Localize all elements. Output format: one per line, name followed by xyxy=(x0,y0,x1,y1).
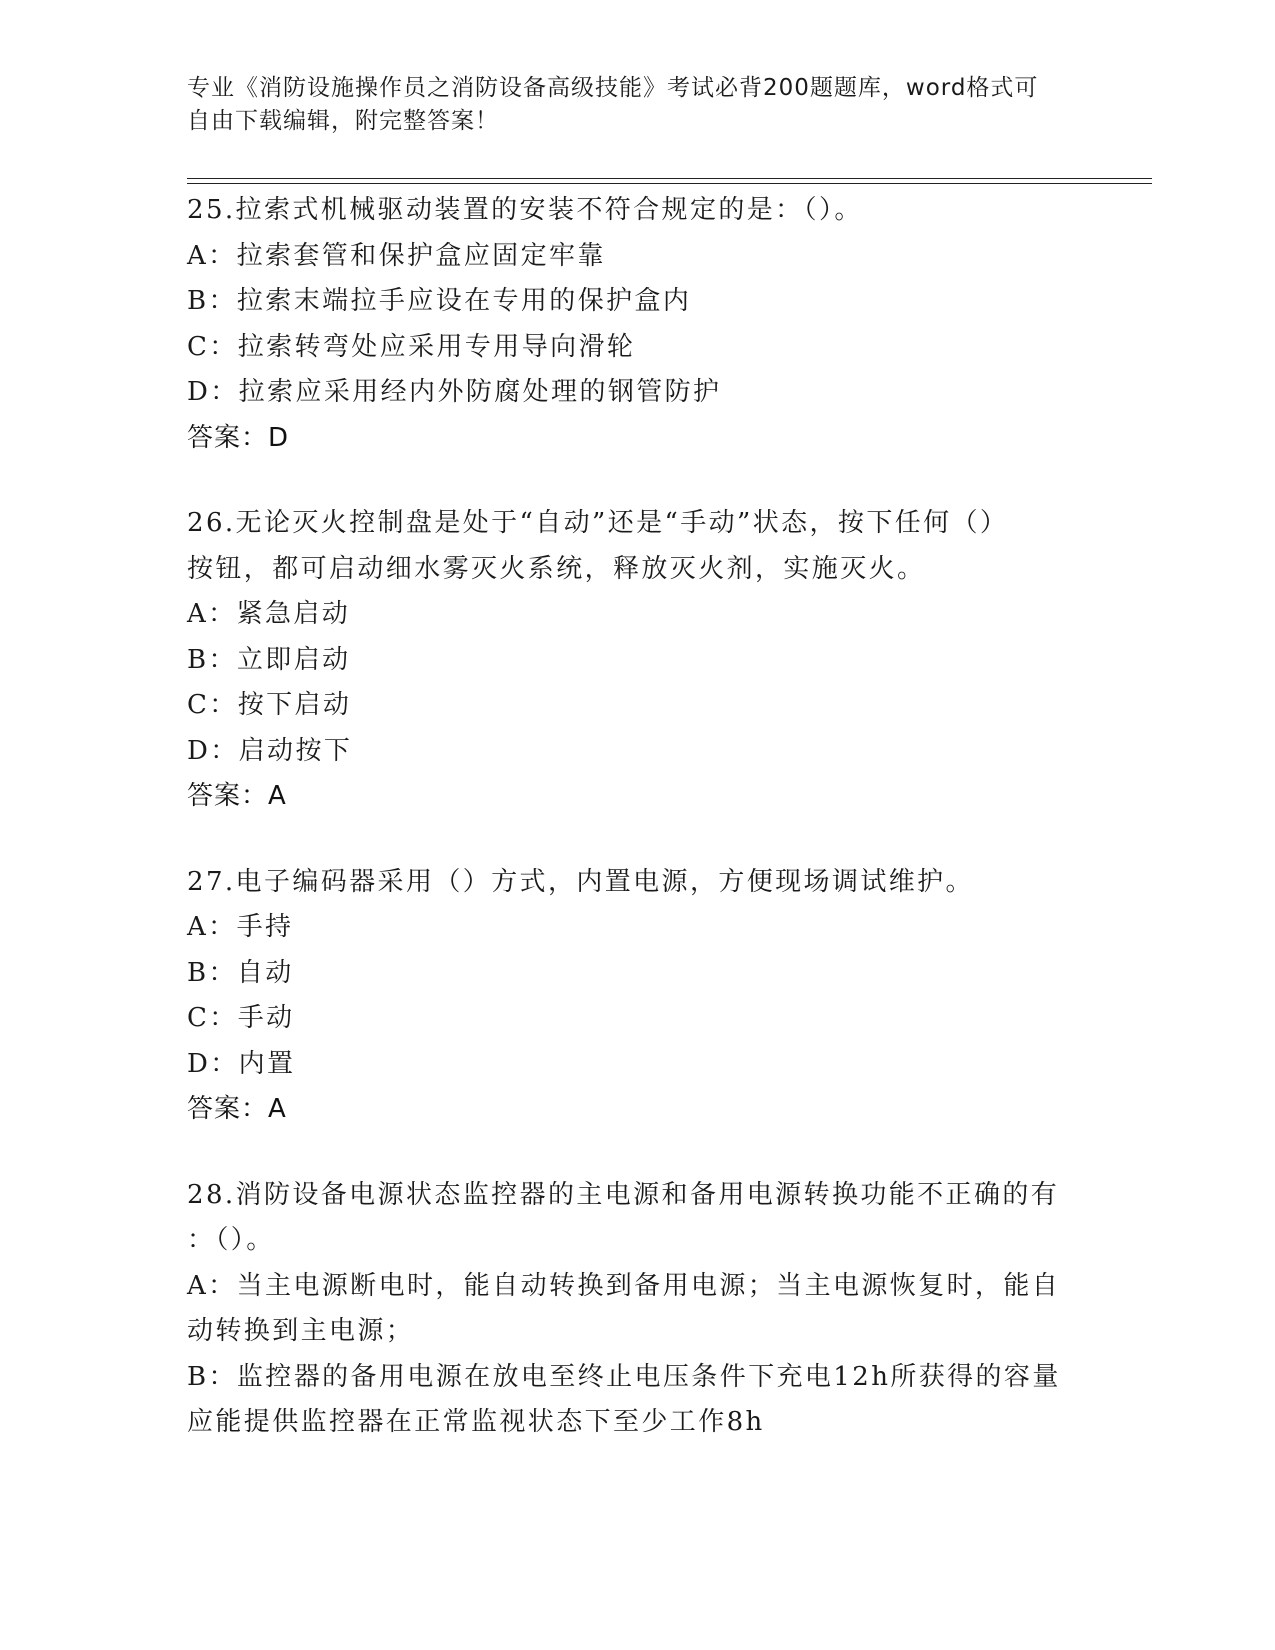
answer-line: 答案：D xyxy=(187,422,290,453)
header-line-1: 专业《消防设施操作员之消防设备高级技能》考试必背200题题库，word格式可 xyxy=(187,75,1039,101)
question-block xyxy=(187,1173,1087,1446)
option-line: B：监控器的备用电源在放电至终止电压条件下充电12h所获得的容量 xyxy=(187,1361,1061,1392)
option-line: C：手动 xyxy=(187,1003,295,1033)
option-line: D：启动按下 xyxy=(187,735,353,766)
question-block xyxy=(187,860,1087,1133)
option-line: A：当主电源断电时，能自动转换到备用电源；当主电源恢复时，能自 xyxy=(187,1270,1061,1301)
header-line-2: 自由下载编辑，附完整答案！ xyxy=(187,108,499,134)
header-divider-top xyxy=(187,178,1152,179)
option-line: A：手持 xyxy=(187,912,294,942)
option-line: A：紧急启动 xyxy=(187,599,351,629)
option-line: 动转换到主电源； xyxy=(187,1316,415,1346)
option-line: A：拉索套管和保护盒应固定牢靠 xyxy=(187,240,606,271)
question-stem-line: 按钮，都可启动细水雾灭火系统，释放灭火剂，实施灭火。 xyxy=(187,553,926,584)
question-list xyxy=(187,188,1087,1486)
option-line: B：自动 xyxy=(187,957,294,988)
option-line: C：拉索转弯处应采用专用导向滑轮 xyxy=(187,331,636,362)
option-line: C：按下启动 xyxy=(187,690,352,720)
option-line: D：拉索应采用经内外防腐处理的钢管防护 xyxy=(187,377,722,407)
option-line: B：立即启动 xyxy=(187,644,351,675)
question-block xyxy=(187,501,1087,820)
option-line: D：内置 xyxy=(187,1048,296,1079)
question-stem-line: 28.消防设备电源状态监控器的主电源和备用电源转换功能不正确的有 xyxy=(187,1179,1060,1210)
question-stem-line: ：（）。 xyxy=(187,1225,275,1255)
question-stem-line: 25.拉索式机械驱动装置的安装不符合规定的是：（）。 xyxy=(187,195,863,225)
question-stem-line: 26.无论灭火控制盘是处于“自动”还是“手动”状态，按下任何（） xyxy=(187,508,1009,538)
option-line: B：拉索末端拉手应设在专用的保护盒内 xyxy=(187,286,692,316)
option-line: 应能提供监控器在正常监视状态下至少工作8h xyxy=(187,1407,765,1437)
question-block xyxy=(187,188,1087,461)
header-divider-bottom xyxy=(187,183,1152,184)
question-stem-line: 27.电子编码器采用（）方式，内置电源，方便现场调试维护。 xyxy=(187,866,974,897)
answer-line: 答案：A xyxy=(187,1094,287,1124)
answer-line: 答案：A xyxy=(187,781,287,811)
document-header xyxy=(187,72,1067,138)
